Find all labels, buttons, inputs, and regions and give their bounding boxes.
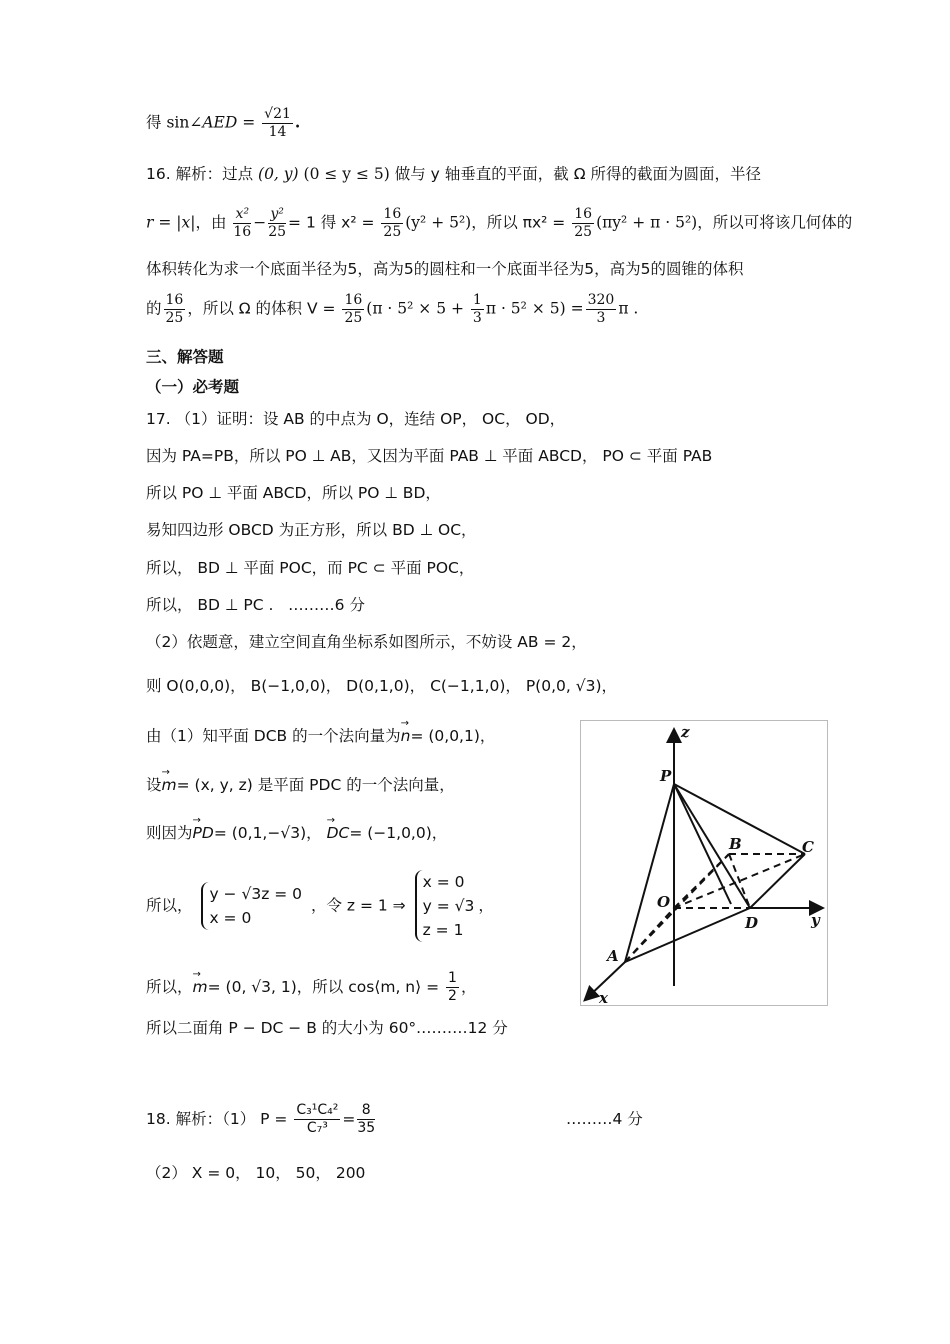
subsection-heading: （一）必考题 (146, 378, 240, 396)
solution-system: x = 0 y = √3 z = 1 (415, 870, 475, 942)
q17-line-14: 所以二面角 P − DC − B 的大小为 60°.………12 分 (146, 1019, 508, 1037)
label-P: P (660, 767, 672, 785)
label-x: x (599, 989, 608, 1005)
label-A: A (607, 947, 619, 965)
q17-line-1: 17. （1）证明：设 AB 的中点为 O，连结 OP， OC， OD， (146, 410, 566, 428)
q18-score: ………4 分 (566, 1110, 643, 1128)
q16-line-1: 16. 解析：过点 (0, y) (0 ≤ y ≤ 5) 做与 y 轴垂直的平面，截 Ω 所得的截面为圆面，半径 (146, 165, 761, 183)
pyramid-diagram (581, 721, 827, 1005)
dashed-edges (625, 784, 805, 962)
label-C: C (802, 838, 814, 856)
q18-line-2: （2） X = 0， 10， 50， 200 (146, 1164, 366, 1182)
q17-line-9: 由（1）知平面 DCB 的一个法向量为→ n= (0,0,1)， (146, 725, 495, 747)
q17-line-11: 则因为→ PD= (0,1,−√3)， → DC= (−1,0,0)， (146, 822, 447, 844)
section-heading: 三、解答题 (146, 348, 224, 366)
q17-line-3: 所以 PO ⊥ 平面 ABCD，所以 PO ⊥ BD， (146, 484, 441, 502)
result-line: 得 sin∠AED = $\frac{√21}{14}$ . (146, 106, 301, 140)
label-z: z (681, 723, 690, 741)
q17-line-2: 因为 PA=PB，所以 PO ⊥ AB，又因为平面 PAB ⊥ 平面 ABCD， PO ⊂ 平面 PAB (146, 447, 713, 465)
q16-line-4: 的 $\frac{16}{25}$ ，所以 Ω 的体积 V = $\frac{16}{25}$ (π · 5² × 5 + $\frac{1}{3}$ π · 5² × 5) = $\frac{320}{3}$ π . (146, 292, 639, 326)
q17-line-7: （2）依题意，建立空间直角坐标系如图所示，不妨设 AB = 2， (146, 633, 587, 651)
label-y: y (811, 911, 820, 929)
q17-line-4: 易知四边形 OBCD 为正方形，所以 BD ⊥ OC， (146, 521, 477, 539)
q17-line-13: 所以，→ m= (0, √3, 1)，所以 cos⟨m, n⟩ = $\frac{1}{2}$ ， (146, 970, 476, 1005)
q18-line-1: 18. 解析：（1） P = $\frac{\text{C₃¹C₄²}}{\text{C₇³}}$ = $\frac{8}{35}$ (146, 1102, 376, 1136)
q17-line-8: 则 O(0,0,0)， B(−1,0,0)， D(0,1,0)， C(−1,1,0)， P(0,0, √3)， (146, 677, 618, 695)
q17-line-6: 所以， BD ⊥ PC . ………6 分 (146, 596, 365, 614)
equation-system: y − √3z = 0 x = 0 (201, 882, 302, 930)
q16-line-2: r = |x|，由 $\frac{\text{x²}}{16}$ − $\frac{\text{y²}}{25}$ = 1 得 x² = $\frac{16}{25}$ (y² + 5²)，所以 πx² = $\frac{16}{25}$ (πy² + π · 5²)，所以可将该几何体的 (146, 206, 853, 240)
fraction: $\frac{√21}{14}$ (264, 106, 291, 140)
q16-line-3: 体积转化为求一个底面半径为5，高为5的圆柱和一个底面半径为5，高为5的圆锥的体积 (146, 260, 744, 278)
label-B: B (729, 835, 742, 853)
q17-line-10: 设→ m= (x, y, z) 是平面 PDC 的一个法向量， (146, 774, 455, 796)
label-D: D (745, 914, 759, 932)
label-O: O (657, 893, 671, 911)
q17-line-12: 所以， y − √3z = 0 x = 0 ，令 z = 1 ⇒ x = 0 y = √3 z = 1 ， (146, 870, 494, 942)
q17-line-5: 所以， BD ⊥ 平面 POC，而 PC ⊂ 平面 POC， (146, 559, 475, 577)
geometry-figure (580, 720, 828, 1006)
